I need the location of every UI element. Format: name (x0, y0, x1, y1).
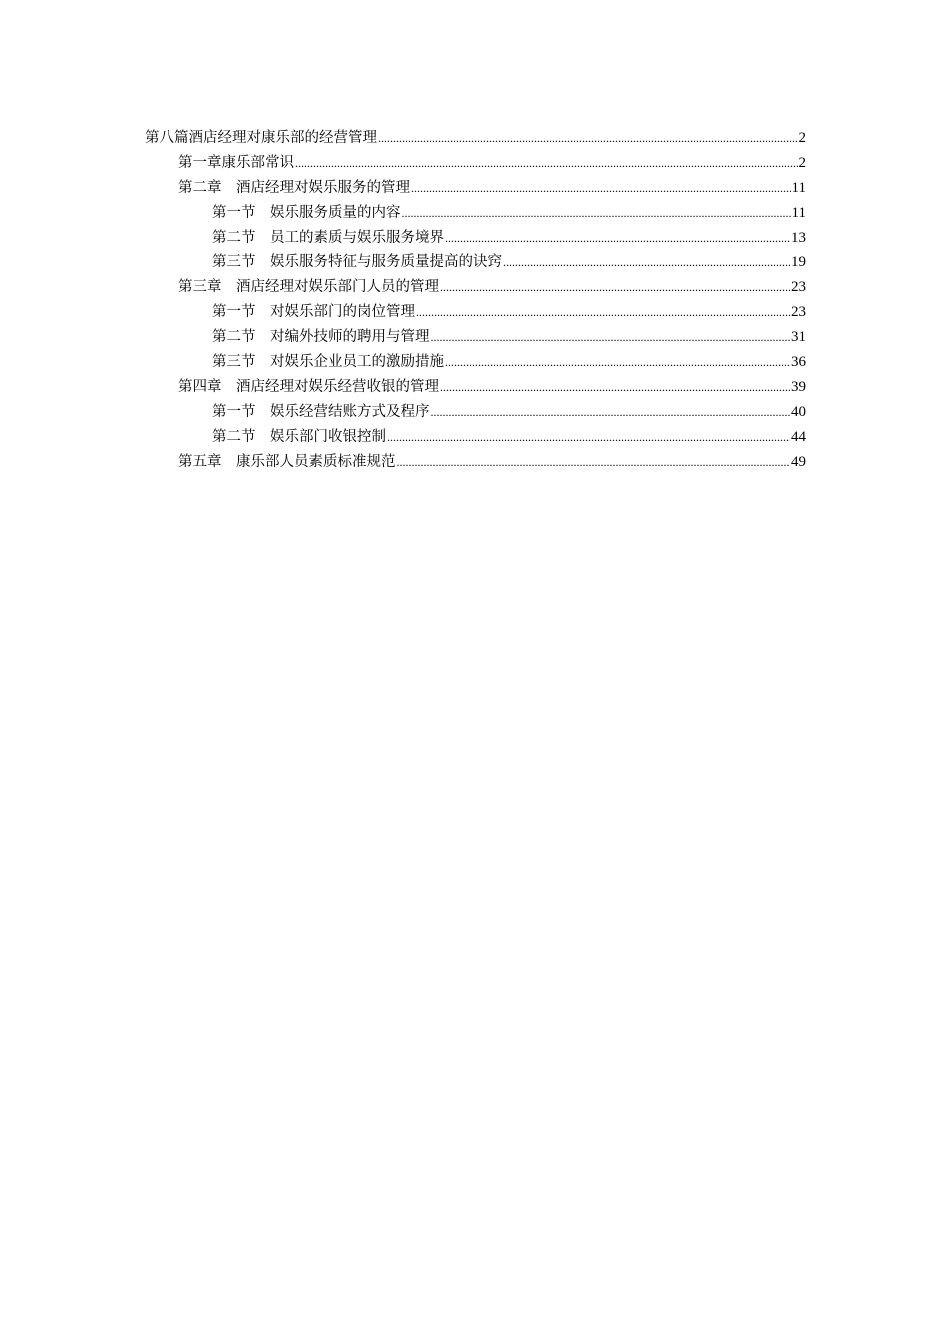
toc-dot-leader (416, 300, 790, 325)
toc-entry-title: 第一节 娱乐经营结账方式及程序 (212, 403, 430, 420)
toc-entry-title: 第一节 娱乐服务质量的内容 (212, 204, 401, 221)
toc-entry-page: 13 (791, 229, 806, 246)
toc-dot-leader (431, 325, 791, 350)
toc-entry-title: 第二节 娱乐部门收银控制 (212, 428, 386, 445)
toc-dot-leader (445, 350, 790, 375)
toc-entry-page: 40 (791, 403, 806, 420)
toc-entry-page: 36 (791, 354, 806, 371)
toc-entry-page: 11 (791, 179, 806, 196)
toc-dot-leader (431, 400, 791, 425)
toc-dot-leader (411, 176, 791, 201)
toc-entry-page: 2 (798, 154, 806, 171)
toc-entry-chapter-3-section-2[interactable] (145, 325, 806, 350)
toc-entry-page: 44 (791, 428, 806, 445)
toc-entry-title: 第五章 康乐部人员素质标准规范 (178, 453, 396, 470)
toc-entry-page: 23 (791, 279, 806, 296)
toc-entry-chapter-3-section-3[interactable] (145, 350, 806, 375)
toc-entry-chapter-2-section-3[interactable] (145, 250, 806, 275)
toc-entry-title: 第一章康乐部常识 (178, 154, 294, 171)
toc-entry-title: 第三章 酒店经理对娱乐部门人员的管理 (178, 279, 439, 296)
toc-dot-leader (397, 450, 791, 475)
toc-entry-page: 11 (791, 204, 806, 221)
toc-entry-title: 第三节 对娱乐企业员工的激励措施 (212, 354, 444, 371)
toc-entry-chapter-4-section-1[interactable] (145, 400, 806, 425)
toc-entry-title: 第八篇酒店经理对康乐部的经营管理 (145, 130, 377, 146)
toc-dot-leader (503, 250, 790, 275)
toc-entry-page: 31 (791, 329, 806, 346)
toc-entry-title: 第一节 对娱乐部门的岗位管理 (212, 304, 415, 321)
toc-entry-chapter-3-section-1[interactable] (145, 300, 806, 325)
toc-dot-leader (402, 201, 791, 226)
toc-entry-chapter-2-section-1[interactable] (145, 201, 806, 226)
toc-entry-chapter-3[interactable] (145, 275, 806, 300)
table-of-contents (145, 126, 806, 474)
toc-entry-chapter-5[interactable] (145, 450, 806, 475)
toc-dot-leader (440, 375, 790, 400)
toc-entry-part-8[interactable] (145, 126, 806, 151)
toc-dot-leader (378, 126, 798, 151)
toc-dot-leader (445, 226, 790, 251)
toc-entry-page: 19 (791, 254, 806, 271)
toc-dot-leader (440, 275, 790, 300)
toc-entry-chapter-1[interactable] (145, 151, 806, 176)
toc-entry-page: 23 (791, 304, 806, 321)
toc-dot-leader (295, 151, 798, 176)
toc-entry-title: 第四章 酒店经理对娱乐经营收银的管理 (178, 378, 439, 395)
toc-entry-title: 第二节 对编外技师的聘用与管理 (212, 329, 430, 346)
toc-entry-title: 第二节 员工的素质与娱乐服务境界 (212, 229, 444, 246)
toc-entry-page: 39 (791, 378, 806, 395)
toc-entry-chapter-2-section-2[interactable] (145, 226, 806, 251)
toc-entry-chapter-4[interactable] (145, 375, 806, 400)
toc-entry-page: 49 (791, 453, 806, 470)
toc-entry-page: 2 (798, 130, 806, 146)
toc-entry-title: 第二章 酒店经理对娱乐服务的管理 (178, 179, 410, 196)
toc-dot-leader (387, 425, 790, 450)
toc-entry-title: 第三节 娱乐服务特征与服务质量提高的诀窍 (212, 254, 502, 271)
toc-entry-chapter-2[interactable] (145, 176, 806, 201)
toc-entry-chapter-4-section-2[interactable] (145, 425, 806, 450)
